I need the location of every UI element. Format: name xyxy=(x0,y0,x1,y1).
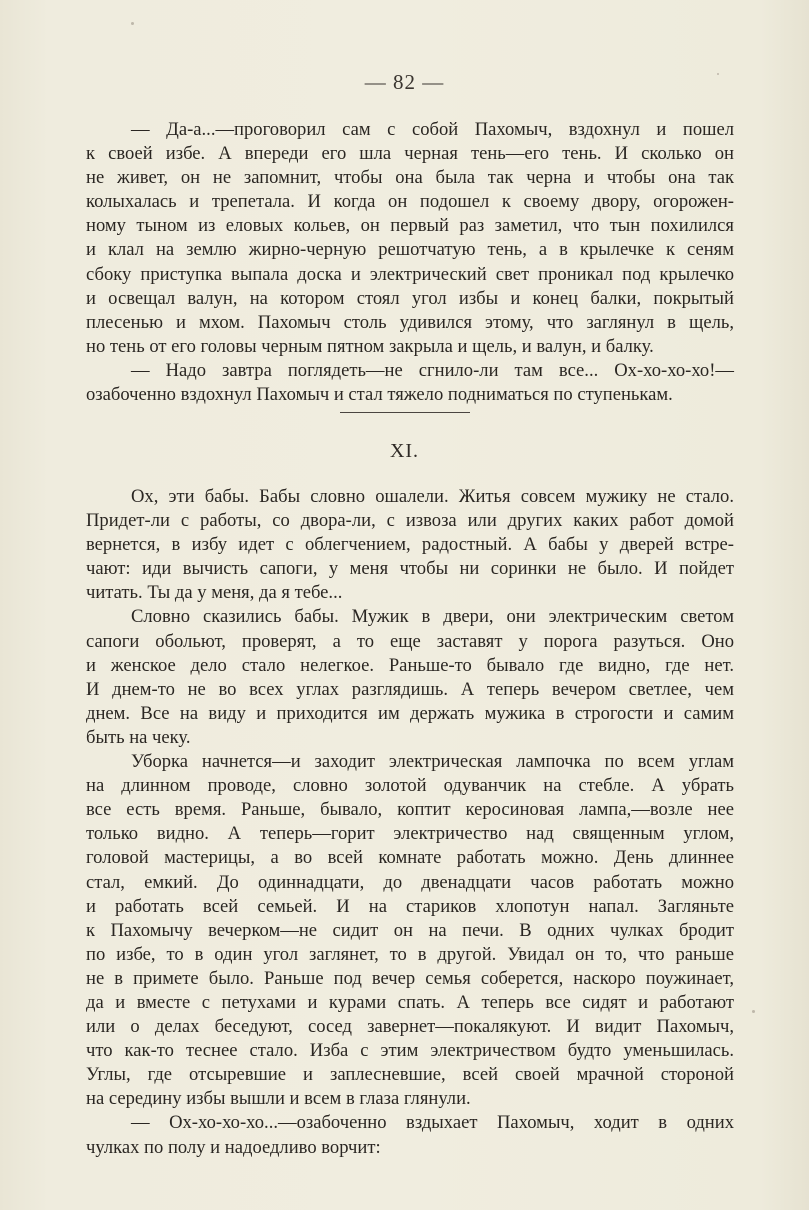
text-line: быть на чеку. xyxy=(86,726,191,748)
text-block-top xyxy=(86,118,734,407)
text-line: И днем-то не во всех углах разглядишь. А теперь вечером светлее, чем xyxy=(86,678,734,700)
text-line: не в примете было. Раньше под вечер семья соберется, наскоро поужинает, xyxy=(86,967,734,989)
text-line: чают: иди вычисть сапоги, у меня чтобы ни соринки не было. И пойдет xyxy=(86,558,734,580)
text-line: сапоги обольют, проверят, а то еще заставят у порога разуться. Оно xyxy=(86,630,734,652)
text-line: — Надо завтра поглядеть—не сгнило-ли там все... Ох-хо-хо-хо!— xyxy=(131,359,734,381)
text-line: но тень от его головы черным пятном закрыла и щель, и валун, и балку. xyxy=(86,335,654,357)
text-line: по избе, то в один угол заглянет, то в другой. Увидал он то, что раньше xyxy=(86,943,734,965)
text-line: что как-то теснее стало. Изба с этим электричеством будто уменьшилась. xyxy=(86,1040,734,1062)
text-line: и работать всей семьей. И на стариков хлопотун напал. Загляньте xyxy=(86,895,734,917)
text-line: Углы, где отсыревшие и заплесневшие, всей своей мрачной стороной xyxy=(86,1064,734,1086)
text-line: на середину избы вышли и всем в глаза глянули. xyxy=(86,1088,471,1110)
text-line: вернется, в избу идет с облегчением, радостный. А бабы у дверей встре- xyxy=(86,534,734,556)
page-number: — 82 — xyxy=(364,70,445,94)
text-line: озабоченно вздохнул Пахомыч и стал тяжело подниматься по ступенькам. xyxy=(86,384,673,406)
text-line: ному тыном из еловых кольев, он первый раз заметил, что тын похилился xyxy=(86,215,734,237)
text-line: к Пахомычу вечерком—не сидит он на печи. В одних чулках бродит xyxy=(86,919,734,941)
paper-speck xyxy=(131,22,134,25)
chapter-heading: XI. xyxy=(389,440,420,462)
text-line: Уборка начнется—и заходит электрическая лампочка по всем углам xyxy=(131,751,734,773)
text-line: все есть время. Раньше, бывало, коптит керосиновая лампа,—возле нее xyxy=(86,799,734,821)
text-line: не живет, он не запомнит, чтобы она была так черна и чтобы она так xyxy=(86,167,734,189)
text-line: и клал на землю жирно-черную решотчатую тень, а в крылечке к сеням xyxy=(86,239,734,261)
text-line: читать. Ты да у меня, да я тебе... xyxy=(86,582,343,604)
text-line: Словно сказились бабы. Мужик в двери, они электрическим светом xyxy=(131,606,734,628)
text-line: да и вместе с петухами и курами спать. А теперь все сидят и работают xyxy=(86,991,734,1013)
section-divider xyxy=(340,412,470,413)
text-line: стал, емкий. До одиннадцати, до двенадцати часов работать можно xyxy=(86,871,734,893)
text-block-bottom xyxy=(86,485,734,1160)
text-line: — Ох-хо-хо-хо...—озабоченно вздыхает Пахомыч, ходит в одних xyxy=(131,1112,734,1134)
text-line: головой мастерицы, а во всей комнате работать можно. День длиннее xyxy=(86,847,734,869)
text-line: или о делах беседуют, сосед завернет—покалякуют. И видит Пахомыч, xyxy=(86,1016,734,1038)
paper-speck xyxy=(717,73,719,75)
text-line: — Да-а...—проговорил сам с собой Пахомыч, вздохнул и пошел xyxy=(131,119,734,140)
paper-speck xyxy=(752,1010,755,1013)
text-line: Придет-ли с работы, со двора-ли, с извоза или других каких работ домой xyxy=(86,510,734,532)
text-line: чулках по полу и надоедливо ворчит: xyxy=(86,1136,381,1158)
text-line: только видно. А теперь—горит электричество над священным углом, xyxy=(86,823,734,845)
text-line: сбоку приступка выпала доска и электрический свет проникал под крылечко xyxy=(86,263,734,285)
text-line: колыхалась и трепетала. И когда он подошел к своему двору, огорожен- xyxy=(86,191,734,213)
text-line: плесенью и мхом. Пахомыч столь удивился этому, что заглянул в щель, xyxy=(86,311,734,333)
text-line: к своей избе. А впереди его шла черная тень—его тень. И сколько он xyxy=(86,143,734,165)
text-line: и освещал валун, на котором стоял угол избы и конец балки, покрытый xyxy=(86,287,734,309)
text-line: на длинном проводе, словно золотой одуванчик на стебле. А убрать xyxy=(86,775,734,797)
text-line: и женское дело стало нелегкое. Раньше-то бывало где видно, где нет. xyxy=(86,654,734,676)
text-line: Ох, эти бабы. Бабы словно ошалели. Житья совсем мужику не стало. xyxy=(131,486,734,507)
text-line: днем. Все на виду и приходится им держать мужика в строгости и самим xyxy=(86,702,734,724)
